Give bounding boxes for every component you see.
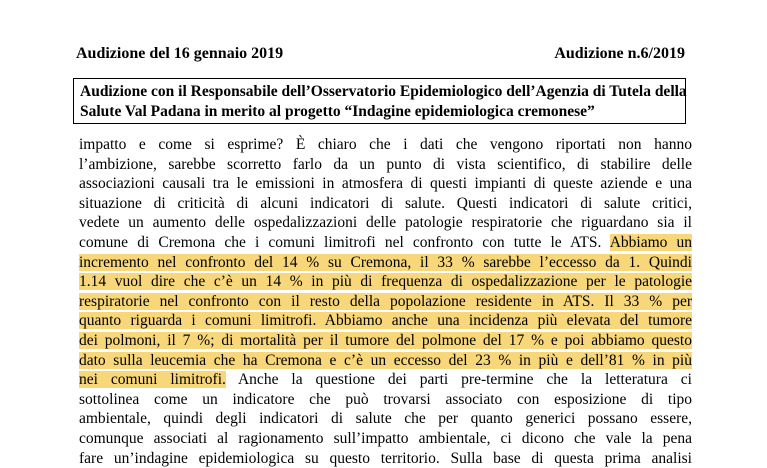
body-line: [79, 331, 699, 351]
highlighted-text: Abbiamo un: [610, 234, 692, 251]
body-line: [79, 409, 699, 429]
body-line-text: [79, 409, 692, 429]
body-line: [79, 370, 699, 390]
highlighted-text: dei polmoni, il 7 %; di mortalità per il tumore del polmone del 17 % e poi abbiamo questo: [79, 332, 692, 349]
body-line: [79, 429, 699, 449]
highlighted-text: dato sulla leucemia che ha Cremona e c’è un eccesso del 23 % in più e dell’81 % in più: [79, 352, 692, 369]
plain-text: comunque associati al ragionamento sull’impatto ambientale, ci dicono che vale la pena: [79, 430, 692, 447]
body-line-text: [79, 253, 692, 273]
plain-text: ambientale, quindi degli indicatori di salute che per quanto generici possano essere,: [79, 410, 692, 427]
highlighted-text: nei comuni limitrofi.: [79, 371, 226, 388]
hearing-date: Audizione del 16 gennaio 2019: [76, 44, 283, 64]
body-line-text: [79, 155, 692, 175]
plain-text: impatto e come si esprime? È chiaro che i dati che vengono riportati non hanno: [79, 136, 692, 153]
plain-text: comune di Cremona che i comuni limitrofi nel confronto con tutte le ATS.: [79, 234, 610, 251]
highlighted-text: respiratorie nel confronto con il resto della popolazione residente in ATS. Il 33 % per: [79, 293, 692, 310]
body-line: [79, 213, 699, 233]
body-line: [79, 194, 699, 214]
title-box: [73, 78, 686, 124]
plain-text: Anche la questione dei parti pre-termine che la letteratura ci: [226, 371, 692, 388]
highlighted-text: quanto riguarda i comuni limitrofi. Abbiamo anche una incidenza più elevata del tumore: [79, 312, 692, 329]
plain-text: sottolinea come un indicatore che può trovarsi associato con esposizione di tipo: [79, 391, 692, 408]
body-line: [79, 135, 699, 155]
hearing-number: Audizione n.6/2019: [554, 44, 685, 64]
body-line: [79, 155, 699, 175]
body-line: [79, 449, 699, 468]
title-line: Salute Val Padana in merito al progetto “Indagine epidemiologica cremonese”: [80, 102, 679, 122]
body-line-text: [79, 311, 692, 331]
body-line: [79, 253, 699, 273]
plain-text: vedete un aumento delle ospedalizzazioni delle patologie respiratorie che riguardano sia il: [79, 214, 692, 231]
body-text: [79, 135, 699, 468]
body-line-text: [79, 135, 692, 155]
body-line: [79, 311, 699, 331]
body-line-text: [79, 174, 692, 194]
body-line: [79, 174, 699, 194]
body-line-text: [79, 292, 692, 312]
body-line-text: [79, 390, 692, 410]
body-line-text: [79, 233, 692, 253]
plain-text: l’ambizione, sarebbe scorretto farlo da un punto di vista scientifico, di stabilire delle: [79, 156, 692, 173]
body-line-text: [79, 194, 692, 214]
body-line: [79, 272, 699, 292]
body-line-text: [79, 213, 692, 233]
body-line-text: [79, 370, 692, 390]
page-header: [76, 44, 685, 64]
body-line-text: [79, 429, 692, 449]
body-line: [79, 292, 699, 312]
highlighted-text: 1.14 vuol dire che c’è un 14 % in più di frequenza di ospedalizzazione per le patologie: [79, 273, 692, 290]
plain-text: fare un’indagine epidemiologica su questo territorio. Sulla base di questa prima analisi: [79, 450, 692, 467]
highlighted-text: incremento nel confronto del 14 % su Cremona, il 33 % sarebbe l’eccesso da 1. Quindi: [79, 254, 692, 271]
body-line-text: [79, 351, 692, 371]
body-line-text: [79, 272, 692, 292]
title-line: Audizione con il Responsabile dell’Osservatorio Epidemiologico dell’Agenzia di Tutela della: [80, 82, 679, 102]
body-line: [79, 390, 699, 410]
plain-text: associazioni causali tra le emissioni in atmosfera di questi impianti di queste aziende e una: [79, 175, 692, 192]
body-line: [79, 233, 699, 253]
body-line-text: [79, 331, 692, 351]
body-line-text: [79, 449, 692, 468]
plain-text: situazione di criticità di alcuni indicatori di salute. Questi indicatori di salute critici,: [79, 195, 692, 212]
body-line: [79, 351, 699, 371]
